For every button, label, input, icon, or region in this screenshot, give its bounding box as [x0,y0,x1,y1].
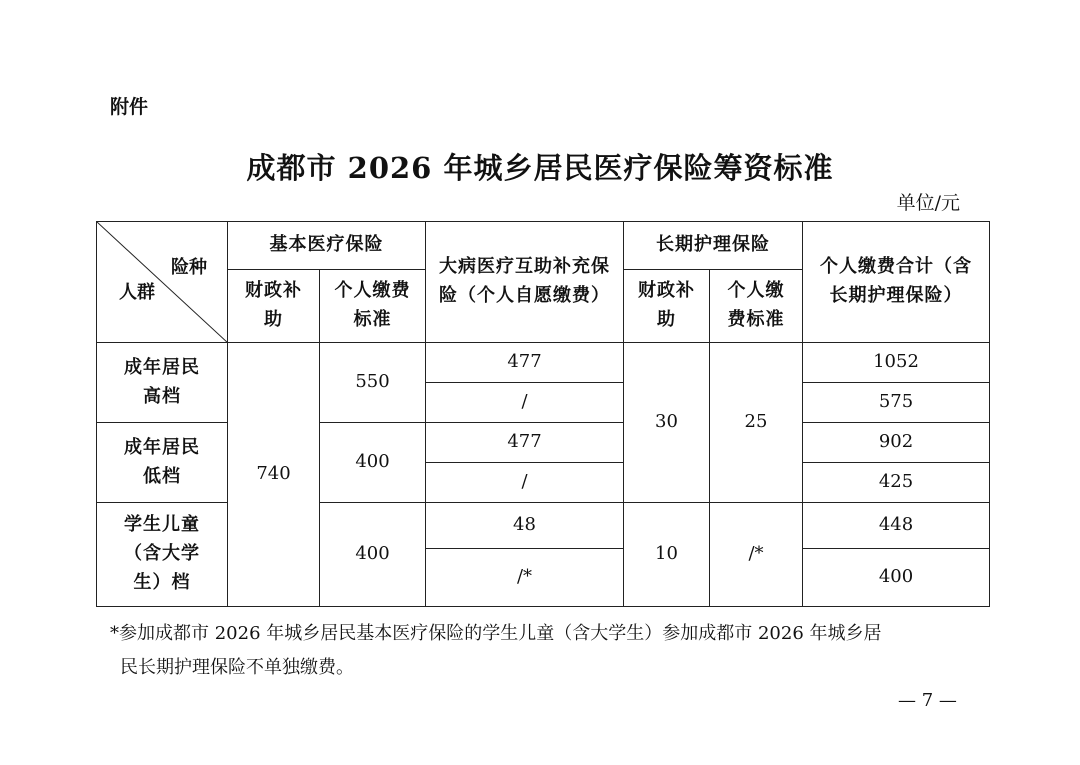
header-basic-subsidy: 财政补助 [228,270,320,343]
header-ltc-personal: 个人缴费标准 [710,270,803,343]
group-adult-high: 成年居民高档 [97,343,228,423]
document-title: 成都市 2026 年城乡居民医疗保险筹资标准 [246,151,834,185]
student-total-opt-out: 400 [803,549,990,607]
ltc-adult-subsidy: 30 [624,343,710,503]
header-basic-insurance: 基本医疗保险 [228,222,426,270]
student-basic-personal: 400 [320,503,426,607]
header-long-term-care: 长期护理保险 [624,222,803,270]
footnote [110,617,970,685]
page-number: — 7 — [898,690,957,711]
corner-header-insurance: 险种 [171,257,207,278]
adult-low-critical-opt-in: 477 [426,423,624,463]
student-critical-opt-out: /* [426,549,624,607]
footnote-line-2: 民长期护理保险不单独缴费。 [120,657,354,678]
ltc-student-personal: /* [710,503,803,607]
adult-low-critical-opt-out: / [426,463,624,503]
corner-header-group: 人群 [119,282,155,304]
attachment-label: 附件 [110,96,149,118]
diagonal-divider [97,222,228,343]
basic-subsidy-value: 740 [228,343,320,607]
header-ltc-subsidy: 财政补助 [624,270,710,343]
group-student-child: 学生儿童（含大学生）档 [97,503,228,607]
unit-label: 单位/元 [896,192,960,214]
student-critical-opt-in: 48 [426,503,624,549]
adult-high-basic-personal: 550 [320,343,426,423]
corner-header-cell [97,222,228,343]
adult-low-basic-personal: 400 [320,423,426,503]
footnote-line-1: *参加成都市 2026 年城乡居民基本医疗保险的学生儿童（含大学生）参加成都市 2026 年城乡居 [110,623,882,644]
adult-high-critical-opt-in: 477 [426,343,624,383]
adult-high-total-opt-in: 1052 [803,343,990,383]
student-total-opt-in: 448 [803,503,990,549]
ltc-adult-personal: 25 [710,343,803,503]
header-critical-illness: 大病医疗互助补充保险（个人自愿缴费） [426,222,624,343]
funding-standard-table [96,221,990,607]
ltc-student-subsidy: 10 [624,503,710,607]
header-personal-total: 个人缴费合计（含长期护理保险） [803,222,990,343]
group-adult-low: 成年居民低档 [97,423,228,503]
adult-high-critical-opt-out: / [426,383,624,423]
adult-high-total-opt-out: 575 [803,383,990,423]
adult-low-total-opt-in: 902 [803,423,990,463]
header-basic-personal: 个人缴费标准 [320,270,426,343]
adult-low-total-opt-out: 425 [803,463,990,503]
